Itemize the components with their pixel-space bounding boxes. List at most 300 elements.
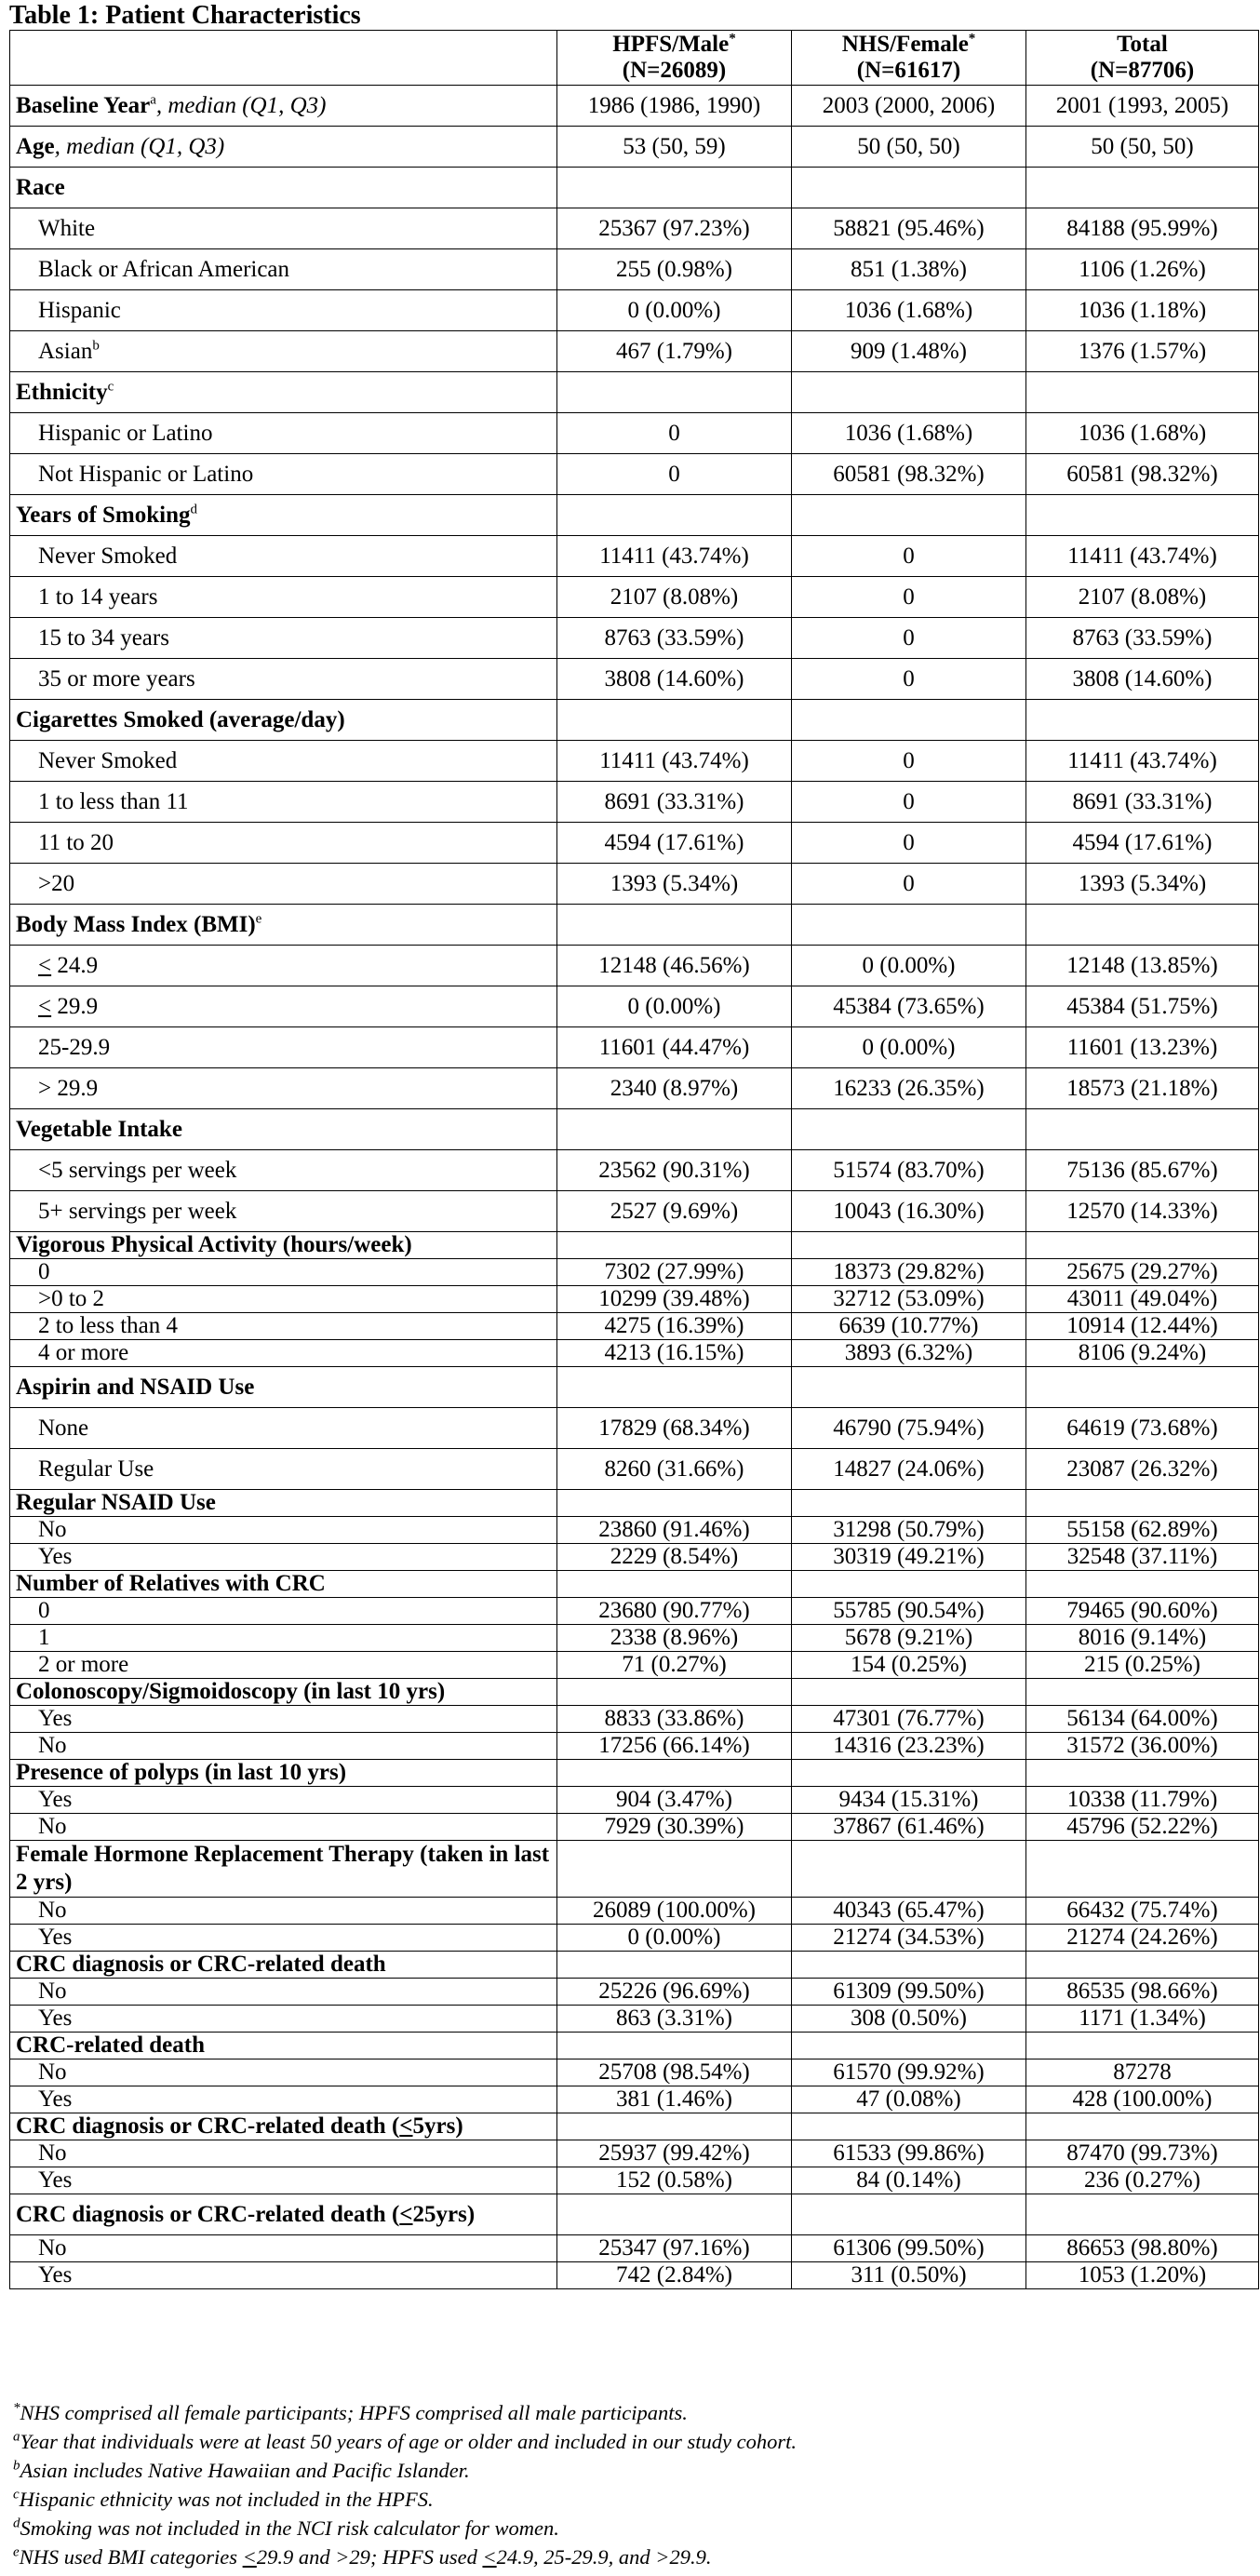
row-label: Yes — [10, 1787, 557, 1814]
female-value: 0 (0.00%) — [792, 946, 1026, 986]
table-row — [10, 1027, 1259, 1068]
female-value: 47301 (76.77%) — [792, 1706, 1026, 1733]
female-value — [792, 1952, 1026, 1979]
table-row — [10, 659, 1259, 700]
section-row — [10, 1571, 1259, 1598]
total-value — [1026, 1367, 1259, 1408]
row-label: 2 or more — [10, 1652, 557, 1679]
table-row — [10, 413, 1259, 454]
row-label: Vigorous Physical Activity (hours/week) — [10, 1232, 557, 1259]
section-row — [10, 700, 1259, 741]
male-value: 2107 (8.08%) — [557, 577, 792, 618]
table-row — [10, 1925, 1259, 1952]
row-label: Body Mass Index (BMI)$^e$ — [10, 905, 557, 946]
total-value: 11411 (43.74%) — [1026, 741, 1259, 782]
male-value: 7302 (27.99%) — [557, 1259, 792, 1286]
total-value: 12570 (14.33%) — [1026, 1191, 1259, 1232]
male-value — [557, 1367, 792, 1408]
footnote: $^a$Year that individuals were at least 50 years of age or older and included in our study cohort. — [13, 2429, 798, 2453]
total-value: 4594 (17.61%) — [1026, 823, 1259, 864]
table-row — [10, 1898, 1259, 1925]
female-value: 18373 (29.82%) — [792, 1259, 1026, 1286]
row-label: 4 or more — [10, 1340, 557, 1367]
section-row — [10, 1232, 1259, 1259]
section-row — [10, 2194, 1259, 2235]
total-value: 25675 (29.27%) — [1026, 1259, 1259, 1286]
header-male: HPFS/Male* (N=26089) — [557, 31, 792, 86]
row-label: 1 to less than 11 — [10, 782, 557, 823]
total-value: 428 (100.00%) — [1026, 2086, 1259, 2113]
male-value — [557, 1841, 792, 1898]
table-row — [10, 2006, 1259, 2033]
row-label: CRC-related death — [10, 2033, 557, 2059]
table-row — [10, 208, 1259, 249]
total-value: 21274 (24.26%) — [1026, 1925, 1259, 1952]
row-label: Vegetable Intake — [10, 1109, 557, 1150]
table-row — [10, 2086, 1259, 2113]
header-total: Total (N=87706) — [1026, 31, 1259, 86]
male-value: 23860 (91.46%) — [557, 1517, 792, 1544]
male-value: 11411 (43.74%) — [557, 741, 792, 782]
table-row — [10, 823, 1259, 864]
row-label: CRC diagnosis or CRC-related death (<25yrs) — [10, 2194, 557, 2235]
female-value: 14316 (23.23%) — [792, 1733, 1026, 1760]
row-label: Female Hormone Replacement Therapy (taken in last 2 yrs) — [10, 1841, 557, 1898]
male-value — [557, 2033, 792, 2059]
male-value: 4213 (16.15%) — [557, 1340, 792, 1367]
female-value: 0 — [792, 741, 1026, 782]
header-female: NHS/Female* (N=61617) — [792, 31, 1026, 86]
male-value: 0 (0.00%) — [557, 986, 792, 1027]
female-value: 50 (50, 50) — [792, 127, 1026, 168]
table-row — [10, 1787, 1259, 1814]
total-value — [1026, 1841, 1259, 1898]
male-value — [557, 1109, 792, 1150]
male-value — [557, 1679, 792, 1706]
table-row — [10, 2235, 1259, 2262]
table-row — [10, 1191, 1259, 1232]
female-value — [792, 495, 1026, 536]
row-label: Never Smoked — [10, 536, 557, 577]
row-label: CRC diagnosis or CRC-related death — [10, 1952, 557, 1979]
male-value — [557, 2194, 792, 2235]
female-value — [792, 168, 1026, 208]
table-row — [10, 1814, 1259, 1841]
male-value: 25347 (97.16%) — [557, 2235, 792, 2262]
total-value: 86653 (98.80%) — [1026, 2235, 1259, 2262]
total-value: 8763 (33.59%) — [1026, 618, 1259, 659]
table-row — [10, 1150, 1259, 1191]
male-value: 25937 (99.42%) — [557, 2140, 792, 2167]
row-label: >20 — [10, 864, 557, 905]
female-value: 6639 (10.77%) — [792, 1313, 1026, 1340]
table-row — [10, 86, 1259, 127]
male-value — [557, 372, 792, 413]
female-value: 40343 (65.47%) — [792, 1898, 1026, 1925]
female-value: 1036 (1.68%) — [792, 413, 1026, 454]
female-value — [792, 905, 1026, 946]
male-value: 2527 (9.69%) — [557, 1191, 792, 1232]
footnote: *NHS comprised all female participants; HPFS comprised all male participants. — [13, 2400, 688, 2424]
table-row — [10, 249, 1259, 290]
female-value: 60581 (98.32%) — [792, 454, 1026, 495]
female-value: 9434 (15.31%) — [792, 1787, 1026, 1814]
row-label: Colonoscopy/Sigmoidoscopy (in last 10 yrs) — [10, 1679, 557, 1706]
table-row — [10, 536, 1259, 577]
male-value: 8691 (33.31%) — [557, 782, 792, 823]
patient-characteristics-table — [9, 30, 1259, 2289]
row-label: Yes — [10, 2086, 557, 2113]
male-value: 863 (3.31%) — [557, 2006, 792, 2033]
total-value: 32548 (37.11%) — [1026, 1544, 1259, 1571]
male-value: 23562 (90.31%) — [557, 1150, 792, 1191]
row-label: 1 — [10, 1625, 557, 1652]
section-row — [10, 1760, 1259, 1787]
female-value: 32712 (53.09%) — [792, 1286, 1026, 1313]
section-row — [10, 1679, 1259, 1706]
total-value: 11411 (43.74%) — [1026, 536, 1259, 577]
male-value — [557, 1490, 792, 1517]
row-label: Yes — [10, 1706, 557, 1733]
female-value: 61533 (99.86%) — [792, 2140, 1026, 2167]
table-row — [10, 946, 1259, 986]
total-value: 79465 (90.60%) — [1026, 1598, 1259, 1625]
table-row — [10, 331, 1259, 372]
table-row — [10, 2059, 1259, 2086]
total-value — [1026, 168, 1259, 208]
total-value: 23087 (26.32%) — [1026, 1449, 1259, 1490]
footnote: $^c$Hispanic ethnicity was not included in the HPFS. — [13, 2487, 434, 2511]
total-value — [1026, 495, 1259, 536]
row-label: Yes — [10, 2167, 557, 2194]
table-row — [10, 127, 1259, 168]
male-value: 12148 (46.56%) — [557, 946, 792, 986]
row-label: Number of Relatives with CRC — [10, 1571, 557, 1598]
row-label: Asian$^b$ — [10, 331, 557, 372]
row-label: No — [10, 1733, 557, 1760]
total-value: 1036 (1.68%) — [1026, 413, 1259, 454]
total-value: 45384 (51.75%) — [1026, 986, 1259, 1027]
total-value — [1026, 2113, 1259, 2140]
total-value: 3808 (14.60%) — [1026, 659, 1259, 700]
total-value — [1026, 1109, 1259, 1150]
row-label: 0 — [10, 1598, 557, 1625]
total-value: 8016 (9.14%) — [1026, 1625, 1259, 1652]
male-value — [557, 168, 792, 208]
row-label: 15 to 34 years — [10, 618, 557, 659]
female-value — [792, 2194, 1026, 2235]
total-value: 87278 — [1026, 2059, 1259, 2086]
section-row — [10, 1109, 1259, 1150]
male-value: 53 (50, 59) — [557, 127, 792, 168]
row-label: None — [10, 1408, 557, 1449]
row-label: 5+ servings per week — [10, 1191, 557, 1232]
total-value: 64619 (73.68%) — [1026, 1408, 1259, 1449]
section-row — [10, 1841, 1259, 1898]
row-label: Race — [10, 168, 557, 208]
total-value: 18573 (21.18%) — [1026, 1068, 1259, 1109]
total-value: 11601 (13.23%) — [1026, 1027, 1259, 1068]
table-row — [10, 2140, 1259, 2167]
male-value: 10299 (39.48%) — [557, 1286, 792, 1313]
total-value: 45796 (52.22%) — [1026, 1814, 1259, 1841]
row-label: 1 to 14 years — [10, 577, 557, 618]
row-label: < 24.9 — [10, 946, 557, 986]
table-row — [10, 782, 1259, 823]
total-value: 8691 (33.31%) — [1026, 782, 1259, 823]
table-row — [10, 1068, 1259, 1109]
female-value: 0 — [792, 536, 1026, 577]
table-row — [10, 1625, 1259, 1652]
male-value: 0 — [557, 454, 792, 495]
row-label: Baseline Year$^a$, median (Q1, Q3) — [10, 86, 557, 127]
total-value: 10338 (11.79%) — [1026, 1787, 1259, 1814]
row-label: White — [10, 208, 557, 249]
total-value: 1053 (1.20%) — [1026, 2262, 1259, 2289]
row-label: Age, median (Q1, Q3) — [10, 127, 557, 168]
male-value: 4275 (16.39%) — [557, 1313, 792, 1340]
male-value: 381 (1.46%) — [557, 2086, 792, 2113]
row-label: 11 to 20 — [10, 823, 557, 864]
female-value: 30319 (49.21%) — [792, 1544, 1026, 1571]
female-value: 311 (0.50%) — [792, 2262, 1026, 2289]
female-value: 55785 (90.54%) — [792, 1598, 1026, 1625]
female-value — [792, 700, 1026, 741]
total-value: 43011 (49.04%) — [1026, 1286, 1259, 1313]
male-value — [557, 1760, 792, 1787]
row-label: 35 or more years — [10, 659, 557, 700]
female-value: 21274 (34.53%) — [792, 1925, 1026, 1952]
row-label: No — [10, 1898, 557, 1925]
total-value: 12148 (13.85%) — [1026, 946, 1259, 986]
total-value: 55158 (62.89%) — [1026, 1517, 1259, 1544]
total-value — [1026, 1490, 1259, 1517]
row-label: 0 — [10, 1259, 557, 1286]
male-value — [557, 495, 792, 536]
female-value: 14827 (24.06%) — [792, 1449, 1026, 1490]
section-row — [10, 1367, 1259, 1408]
female-value: 61306 (99.50%) — [792, 2235, 1026, 2262]
female-value: 0 — [792, 618, 1026, 659]
row-label: No — [10, 1979, 557, 2006]
table-row — [10, 2262, 1259, 2289]
section-row — [10, 1490, 1259, 1517]
section-row — [10, 2033, 1259, 2059]
male-value: 255 (0.98%) — [557, 249, 792, 290]
row-label: No — [10, 2140, 557, 2167]
male-value: 8260 (31.66%) — [557, 1449, 792, 1490]
male-value: 25708 (98.54%) — [557, 2059, 792, 2086]
female-value: 46790 (75.94%) — [792, 1408, 1026, 1449]
total-value: 84188 (95.99%) — [1026, 208, 1259, 249]
total-value: 56134 (64.00%) — [1026, 1706, 1259, 1733]
female-value: 5678 (9.21%) — [792, 1625, 1026, 1652]
total-value — [1026, 1232, 1259, 1259]
row-label: No — [10, 2059, 557, 2086]
row-label: Yes — [10, 1925, 557, 1952]
female-value: 31298 (50.79%) — [792, 1517, 1026, 1544]
male-value: 23680 (90.77%) — [557, 1598, 792, 1625]
female-value: 0 — [792, 823, 1026, 864]
table-row — [10, 1733, 1259, 1760]
female-value — [792, 1490, 1026, 1517]
table-row — [10, 1408, 1259, 1449]
total-value — [1026, 2033, 1259, 2059]
total-value: 1106 (1.26%) — [1026, 249, 1259, 290]
table-footnotes — [13, 2398, 797, 2571]
male-value: 11601 (44.47%) — [557, 1027, 792, 1068]
total-value: 60581 (98.32%) — [1026, 454, 1259, 495]
male-value: 2340 (8.97%) — [557, 1068, 792, 1109]
table-row — [10, 1259, 1259, 1286]
total-value: 236 (0.27%) — [1026, 2167, 1259, 2194]
female-value: 154 (0.25%) — [792, 1652, 1026, 1679]
row-label: No — [10, 1517, 557, 1544]
total-value: 2107 (8.08%) — [1026, 577, 1259, 618]
female-value: 3893 (6.32%) — [792, 1340, 1026, 1367]
male-value — [557, 700, 792, 741]
total-value: 215 (0.25%) — [1026, 1652, 1259, 1679]
table-row — [10, 1652, 1259, 1679]
row-label: Regular NSAID Use — [10, 1490, 557, 1517]
female-value: 37867 (61.46%) — [792, 1814, 1026, 1841]
female-value — [792, 1841, 1026, 1898]
female-value — [792, 1232, 1026, 1259]
total-value: 50 (50, 50) — [1026, 127, 1259, 168]
female-value: 16233 (26.35%) — [792, 1068, 1026, 1109]
male-value: 25367 (97.23%) — [557, 208, 792, 249]
female-value: 10043 (16.30%) — [792, 1191, 1026, 1232]
female-value: 0 — [792, 577, 1026, 618]
total-value — [1026, 1760, 1259, 1787]
table-row — [10, 1313, 1259, 1340]
female-value: 47 (0.08%) — [792, 2086, 1026, 2113]
table-row — [10, 577, 1259, 618]
male-value: 7929 (30.39%) — [557, 1814, 792, 1841]
female-value: 308 (0.50%) — [792, 2006, 1026, 2033]
male-value — [557, 905, 792, 946]
table-row — [10, 1598, 1259, 1625]
total-value: 31572 (36.00%) — [1026, 1733, 1259, 1760]
row-label: No — [10, 1814, 557, 1841]
total-value: 1171 (1.34%) — [1026, 2006, 1259, 2033]
row-label: Yes — [10, 2262, 557, 2289]
section-row — [10, 1952, 1259, 1979]
male-value: 2338 (8.96%) — [557, 1625, 792, 1652]
total-value: 8106 (9.24%) — [1026, 1340, 1259, 1367]
female-value: 0 (0.00%) — [792, 1027, 1026, 1068]
table-row — [10, 1449, 1259, 1490]
male-value: 11411 (43.74%) — [557, 536, 792, 577]
table-row — [10, 454, 1259, 495]
row-label: Yes — [10, 2006, 557, 2033]
total-value — [1026, 905, 1259, 946]
total-value — [1026, 700, 1259, 741]
row-label: Regular Use — [10, 1449, 557, 1490]
female-value: 0 — [792, 659, 1026, 700]
male-value: 71 (0.27%) — [557, 1652, 792, 1679]
male-value: 0 — [557, 413, 792, 454]
table-row — [10, 1544, 1259, 1571]
female-value: 51574 (83.70%) — [792, 1150, 1026, 1191]
female-value: 84 (0.14%) — [792, 2167, 1026, 2194]
male-value — [557, 1952, 792, 1979]
section-row — [10, 372, 1259, 413]
table-title: Table 1: Patient Characteristics — [9, 1, 361, 30]
row-label: Hispanic — [10, 290, 557, 331]
male-value: 4594 (17.61%) — [557, 823, 792, 864]
footnote: $^d$Smoking was not included in the NCI risk calculator for women. — [13, 2516, 559, 2540]
male-value: 467 (1.79%) — [557, 331, 792, 372]
row-label: 2 to less than 4 — [10, 1313, 557, 1340]
total-value: 1376 (1.57%) — [1026, 331, 1259, 372]
row-label: Presence of polyps (in last 10 yrs) — [10, 1760, 557, 1787]
section-row — [10, 168, 1259, 208]
male-value: 17829 (68.34%) — [557, 1408, 792, 1449]
row-label: Cigarettes Smoked (average/day) — [10, 700, 557, 741]
table-row — [10, 1706, 1259, 1733]
female-value: 0 — [792, 864, 1026, 905]
male-value: 2229 (8.54%) — [557, 1544, 792, 1571]
total-value: 2001 (1993, 2005) — [1026, 86, 1259, 127]
female-value — [792, 1760, 1026, 1787]
section-row — [10, 495, 1259, 536]
total-value — [1026, 1571, 1259, 1598]
male-value: 904 (3.47%) — [557, 1787, 792, 1814]
header-blank-cell — [10, 31, 557, 86]
male-value: 17256 (66.14%) — [557, 1733, 792, 1760]
male-value: 26089 (100.00%) — [557, 1898, 792, 1925]
male-value — [557, 1571, 792, 1598]
table-row — [10, 741, 1259, 782]
total-value: 86535 (98.66%) — [1026, 1979, 1259, 2006]
female-value: 2003 (2000, 2006) — [792, 86, 1026, 127]
female-value: 1036 (1.68%) — [792, 290, 1026, 331]
female-value: 0 — [792, 782, 1026, 823]
male-value — [557, 1232, 792, 1259]
male-value: 25226 (96.69%) — [557, 1979, 792, 2006]
female-value — [792, 372, 1026, 413]
row-label: Black or African American — [10, 249, 557, 290]
section-row — [10, 905, 1259, 946]
table-row — [10, 1517, 1259, 1544]
table-row — [10, 1286, 1259, 1313]
male-value: 3808 (14.60%) — [557, 659, 792, 700]
female-value — [792, 2033, 1026, 2059]
table-row — [10, 2167, 1259, 2194]
male-value: 1986 (1986, 1990) — [557, 86, 792, 127]
row-label: <5 servings per week — [10, 1150, 557, 1191]
male-value: 0 (0.00%) — [557, 1925, 792, 1952]
female-value: 58821 (95.46%) — [792, 208, 1026, 249]
row-label: Ethnicity$^c$ — [10, 372, 557, 413]
row-label: Aspirin and NSAID Use — [10, 1367, 557, 1408]
female-value: 851 (1.38%) — [792, 249, 1026, 290]
row-label: < 29.9 — [10, 986, 557, 1027]
total-value — [1026, 1679, 1259, 1706]
male-value: 1393 (5.34%) — [557, 864, 792, 905]
female-value: 45384 (73.65%) — [792, 986, 1026, 1027]
table-row — [10, 864, 1259, 905]
female-value: 61309 (99.50%) — [792, 1979, 1026, 2006]
row-label: Not Hispanic or Latino — [10, 454, 557, 495]
total-value: 87470 (99.73%) — [1026, 2140, 1259, 2167]
female-value — [792, 1367, 1026, 1408]
row-label: Yes — [10, 1544, 557, 1571]
table-row — [10, 1340, 1259, 1367]
total-value: 75136 (85.67%) — [1026, 1150, 1259, 1191]
total-value: 10914 (12.44%) — [1026, 1313, 1259, 1340]
